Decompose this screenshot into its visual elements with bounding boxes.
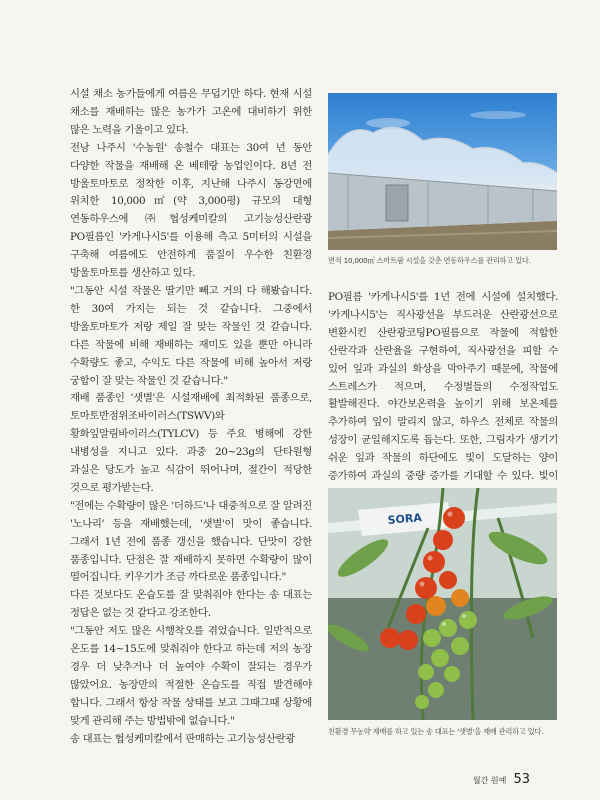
paragraph: "그동안 시설 작물은 딸기만 빼고 거의 다 해봤습니다. 한 30여 가지는 되는 것 같습니다. 그중에서 방울토마토가 저랑 제일 잘 맞는 작물인 것 같습니다. 다른 작물에 비해 재배하는 재미도 있을 뿐만 아니라 수확량도 좋고, 수익도 다른 작물에 비해 높아서 저랑 궁합이 잘 맞는 작물인 것 같습니다." — [70, 284, 312, 387]
greenhouse-photo-caption: 면적 10,000㎡ 스마트팜 시설을 갖춘 연동하우스를 관리하고 있다. — [328, 256, 531, 265]
paragraph: 재배 품종인 '샛별'은 시설재배에 최적화된 품종으로, 토마토반점위조바이러스(TSWV)와 황화잎말림바이러스(TYLCV) 등 주요 병해에 강한 내병성을 지니고 있다. 과중 20~23g의 단타원형 과실은 당도가 높고 식감이 뛰어나며, 절간이 적당한 것으로 평가받는다. — [70, 392, 312, 494]
article-column-left — [70, 86, 312, 749]
paragraph: 송 대표는 협성케미칼에서 판매하는 고기능성산란광 — [70, 732, 295, 745]
label-fragment: SORA — [387, 511, 423, 527]
paragraph: PO필름 '카게나시5'를 1년 전에 시설에 설치했다. '카게나시5'는 직사광선을 부드러운 산란광선으로 변환시킨 산란광코팅PO필름으로 작물에 적합한 산란각과 산란율을 구현하여, 직사광선을 피할 수 있어 잎과 과실의 화상을 막아주기 때문에, 작물에 스트레스가 적으며, 수정벌들의 수정작업도 활발해진다. 야간보온력을 높이기 위해 보온제를 추가하여 잎이 말리지 않고, 하우스 전체로 작물의 성장이 균일해지도록 돕는다. 또한, 그림자가 생기기 쉬운 잎과 작물의 하단에도 빛이 도달하는 양이 증가하여 과실의 중량 증가를 기대할 수 있다. 빛이 — [328, 291, 558, 483]
tomato-photo-caption: 친환경 무농약 재배를 하고 있는 송 대표는 '샛별'을 재배 관리하고 있다. — [328, 727, 544, 736]
paragraph: "그동안 저도 많은 시행착오를 겪었습니다. 일반적으로 온도를 14~15도에 맞춰줘야 한다고 하는데 저의 농장 경우 더 낮추거나 더 높여야 수확이 잘되는 경우가 많았어요. 농장만의 적절한 온습도를 직접 발견해야 합니다. 그래서 항상 작물 상태를 보고 그때그때 상황에 맞게 관리해 주는 방법밖에 없습니다." — [70, 625, 312, 727]
tomato-illustration — [328, 488, 557, 720]
greenhouse-illustration — [328, 93, 557, 250]
paragraph: 전남 나주시 '수농원' 송철수 대표는 30여 년 동안 다양한 작물을 재배해 온 베테랑 농업인이다. 8년 전 방울토마토로 정착한 이후, 지난해 나주시 동강면에 위치한 10,000㎡(약 3,000평) 규모의 대형 연동하우스에 ㈜협성케미칼의 고기능성산란광 PO필름인 '카게나시5'를 이용해 측고 5미터의 시설을 구축해 여름에도 안전하게 품질이 우수한 친환경 방울토마토를 생산하고 있다. — [70, 141, 312, 280]
page-number: 53 — [513, 772, 530, 787]
cherry-tomato-photo — [328, 488, 557, 720]
page-footer — [473, 768, 530, 787]
paragraph: "전에는 수확량이 많은 '더하드'나 대중적으로 잘 알려진 '노나리' 등을 재배했는데, '샛별'이 맛이 좋습니다. 그래서 1년 전에 품종 갱신을 했습니다. 단맛이 강한 품종입니다. 단점은 잘 재배하지 못하면 수확량이 많이 떨어집니다. 키우기가 조금 까다로운 품종입니다." — [70, 499, 312, 584]
article-column-right — [328, 289, 558, 504]
paragraph: 다른 것보다도 온습도를 잘 맞춰줘야 한다는 송 대표는 정답은 없는 것 같다고 강조한다. — [70, 589, 312, 620]
greenhouse-photo — [328, 93, 557, 250]
paragraph: 시설 채소 농가들에게 여름은 무덥기만 하다. 현재 시설 채소를 재배하는 많은 농가가 고온에 대비하기 위한 많은 노력을 기울이고 있다. — [70, 88, 312, 136]
magazine-name: 월간 원예 — [472, 776, 507, 785]
